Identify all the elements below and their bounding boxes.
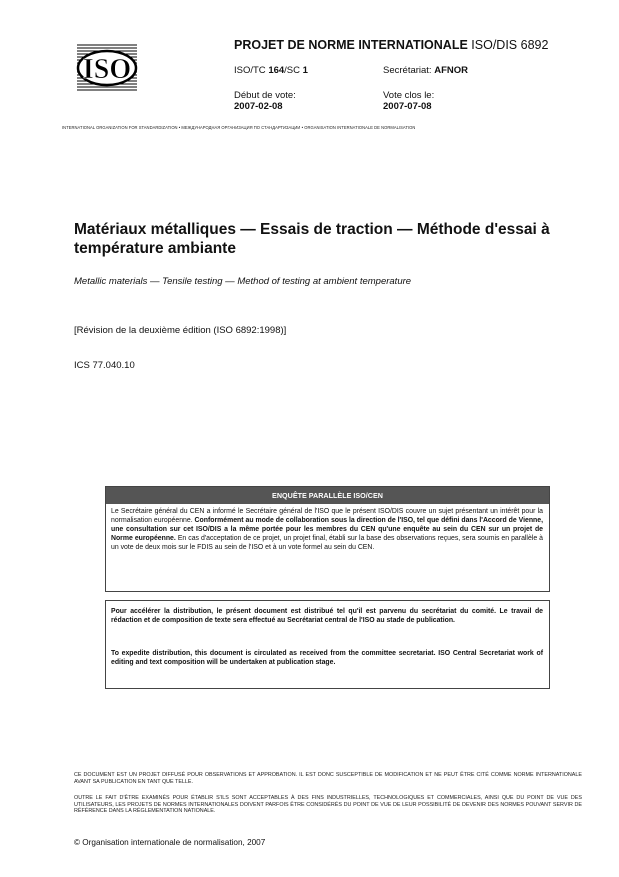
vote-start-label: Début de vote: <box>234 90 296 101</box>
committee-sep: /SC <box>284 65 303 76</box>
vote-end <box>383 90 434 112</box>
committee-sc: 1 <box>302 65 308 76</box>
revision-note: [Révision de la deuxième édition (ISO 6892:1998)] <box>74 325 287 336</box>
enquiry-text-part3: En cas d'acceptation de ce projet, un projet final, établi sur la base des observations reçues, sera soumis en parallèle à un vote de deux mois sur le FDIS au sein de l'ISO et à un vote formel au sein du CEN. <box>111 534 543 551</box>
svg-text:ISO: ISO <box>82 54 132 85</box>
draft-notice: CE DOCUMENT EST UN PROJET DIFFUSÉ POUR OBSERVATIONS ET APPROBATION. IL EST DONC SUSCEPTIBLE DE MODIFICATION ET NE PEUT ÊTRE CITÉ COMME NORME INTERNATIONALE AVANT SA PUBLICATION EN TANT QUE TELLE. <box>74 772 582 785</box>
distribution-note-en: To expedite distribution, this document is circulated as received from the committee secretariat. ISO Central Secretariat work of editing and text composition will be undertaken at publication stage. <box>111 650 543 666</box>
vote-start <box>234 90 296 112</box>
distribution-box <box>105 600 550 689</box>
enquiry-header: ENQUÊTE PARALLÈLE ISO/CEN <box>106 487 549 504</box>
organization-strip: INTERNATIONAL ORGANIZATION FOR STANDARDIZATION • МЕЖДУНАРОДНАЯ ОРГАНИЗАЦИЯ ПО СТАНДАРТИЗАЦИИ • ORGANISATION INTERNATIONALE DE NORMALISATION <box>62 125 416 130</box>
secretariat <box>383 65 468 76</box>
distribution-note-fr: Pour accélérer la distribution, le présent document est distribué tel qu'il est parvenu du secrétariat du comité. Le travail de rédaction et de composition de texte sera effectué au Secrétariat central de l'ISO au stade de publication. <box>111 608 543 624</box>
vote-end-date: 2007-07-08 <box>383 101 432 112</box>
iso-logo <box>75 42 139 92</box>
secretariat-value: AFNOR <box>434 65 468 76</box>
copyright: © Organisation internationale de normalisation, 2007 <box>74 838 266 847</box>
reference-notice: OUTRE LE FAIT D'ÊTRE EXAMINÉS POUR ÉTABLIR S'ILS SONT ACCEPTABLES À DES FINS INDUSTRIELLES, TECHNOLOGIQUES ET COMMERCIALES, AINSI QUE DU POINT DE VUE DES UTILISATEURS, LES PROJETS DE NORMES INTERNATIONALES DOIVENT PARFOIS ÊTRE CONSIDÉRÉS DU POINT DE VUE DE LEUR POSSIBILITÉ DE DEVENIR DES NORMES POUVANT SERVIR DE RÉFÉRENCE DANS LA RÉGLEMENTATION NATIONALE. <box>74 795 582 815</box>
document-title: Matériaux métalliques — Essais de traction — Méthode d'essai à température ambiante <box>74 221 550 257</box>
committee-tc: 164 <box>268 65 285 76</box>
committee-prefix: ISO/TC <box>234 65 269 76</box>
enquiry-text-bold: Conformément au mode de collaboration sous la direction de l'ISO, tel que défini dans l'Accord de Vienne, une consultation sur cet ISO/DIS a la même portée pour les membres du CEN qu'une enquête au sein du CEN sur un projet de Norme européenne. <box>111 516 543 542</box>
iso-logo-graphic <box>75 42 139 92</box>
committee <box>234 65 308 76</box>
project-title-prefix: PROJET DE NORME INTERNATIONALE <box>234 38 468 52</box>
enquiry-text <box>111 508 543 553</box>
vote-start-date: 2007-02-08 <box>234 101 283 112</box>
ics-code: ICS 77.040.10 <box>74 360 135 371</box>
english-title: Metallic materials — Tensile testing — Method of testing at ambient temperature <box>74 276 412 287</box>
vote-end-label: Vote clos le: <box>383 90 435 101</box>
parallel-enquiry-box <box>105 486 550 592</box>
project-title <box>234 38 548 52</box>
secretariat-label: Secrétariat: <box>383 65 435 76</box>
enquiry-text-part1: Le Secrétaire général du CEN a informé le Secrétaire général de l'ISO que le présent ISO/DIS couvre un sujet présentant un intérêt pour la normalisation européenne. <box>111 508 543 524</box>
project-number: ISO/DIS 6892 <box>471 38 549 52</box>
